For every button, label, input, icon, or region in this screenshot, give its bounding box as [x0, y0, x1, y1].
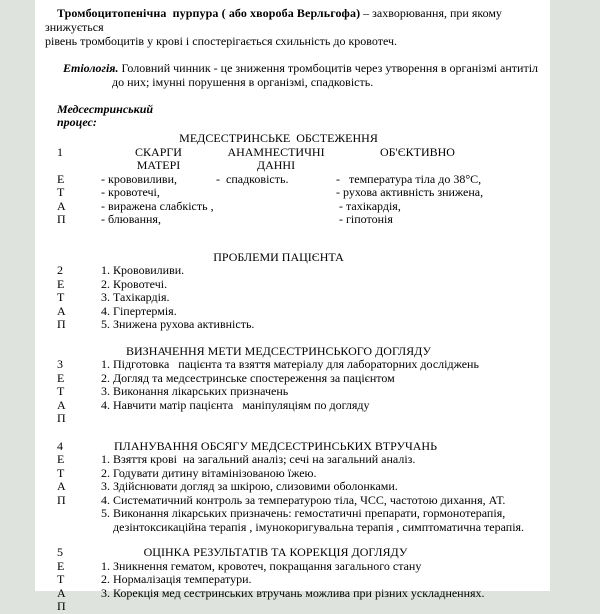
table-row — [45, 186, 540, 200]
table-row — [45, 507, 540, 521]
table-row — [45, 358, 540, 372]
section-number: 1 — [57, 144, 63, 159]
table-row — [45, 600, 540, 614]
etap-letter: Е — [57, 370, 65, 385]
disease-title-paragraph — [45, 6, 540, 48]
list-item: 3. Здійснювати догляд за шкірою, слизовими оболонками. — [101, 479, 398, 493]
etap-letter: А — [57, 198, 66, 213]
etap-letter: Т — [57, 290, 65, 304]
anamnestic-item: - спадковість. — [216, 171, 289, 186]
etap-letter: А — [57, 585, 66, 600]
etap-letter: Е — [57, 558, 65, 573]
list-item: 4. Гіпертермія. — [101, 303, 177, 318]
etiology-text-line1: Головний чинник - це зниження тромбоцитів через утворення в організмі антитіл — [118, 61, 539, 75]
table-row — [45, 264, 540, 278]
etap-letter: П — [57, 492, 66, 507]
etap-letter: Т — [57, 465, 65, 480]
section-5-heading: ОЦІНКА РЕЗУЛЬТАТІВ ТА КОРЕКЦІЯ ДОГЛЯДУ — [143, 545, 408, 559]
etap-letter: Е — [57, 171, 65, 186]
table-row — [45, 480, 540, 494]
section-5-heading-row — [45, 546, 540, 560]
list-item: 2. Годувати дитину вітамінізованою їжею. — [101, 465, 317, 480]
etap-letter: П — [57, 317, 66, 331]
list-item: 3. Тахікардія. — [101, 290, 170, 304]
etap-letter: П — [57, 212, 66, 226]
etap-letter — [45, 521, 101, 535]
list-item: 3. Корекція мед сестринських втручань можлива при різних ускладненнях. — [101, 585, 485, 600]
section-3-heading: ВИЗНАЧЕННЯ МЕТИ МЕДСЕСТРИНСЬКОГО ДОГЛЯДУ — [126, 343, 431, 358]
etap-letter: Е — [57, 452, 65, 466]
table-row — [45, 494, 540, 508]
etap-letter: П — [57, 411, 66, 425]
column-header-complaints: СКАРГИ МАТЕРІ — [135, 144, 182, 172]
disease-definition-line2: рівень тромбоцитів у крові і спостерігається схильність до кровотеч. — [45, 34, 398, 48]
section-2-heading: ПРОБЛЕМИ ПАЦІЄНТА — [213, 249, 344, 264]
etap-letter: А — [57, 303, 66, 318]
list-item-continuation: дезінтоксикаційна терапія , імунокоригувальна терапія , симптоматична терапія. — [113, 519, 525, 534]
table-row — [45, 399, 540, 413]
section-4-heading: ПЛАНУВАННЯ ОБСЯГУ МЕДСЕСТРИНСЬКИХ ВТРУЧАНЬ — [114, 438, 437, 453]
table-header-row — [45, 146, 540, 173]
table-row — [45, 318, 540, 332]
nursing-process-label: Медсестринський процес: — [57, 102, 154, 129]
table-row — [45, 467, 540, 481]
list-item: 3. Виконання лікарських призначень — [101, 384, 289, 398]
table-row — [45, 521, 540, 535]
list-item: 1. Зникнення гематом, кровотеч, покращання загального стану — [101, 558, 422, 573]
etap-letter: Е — [57, 276, 65, 291]
section-number: 4 — [57, 438, 63, 453]
disease-definition: – захворювання, при якому знижується — [45, 6, 505, 34]
section-number: 5 — [57, 545, 63, 559]
list-item: 2. Кровотечі. — [101, 276, 168, 291]
etap-letter: Т — [57, 384, 65, 398]
table-row — [45, 213, 540, 227]
etiology-paragraph — [45, 61, 540, 89]
etiology-label: Етіологія. — [63, 61, 119, 75]
list-item — [101, 600, 540, 614]
etap-letter: Т — [57, 185, 65, 199]
anamnestic-item — [216, 213, 336, 227]
objective-item: - температура тіла до 38°С, — [336, 171, 482, 186]
complaint-item: - виражена слабкість , — [101, 198, 214, 213]
disease-title: Тромбоцитопенічна пурпура ( або хвороба Верльгофа) — [57, 6, 361, 20]
list-item: 1. Крововиливи. — [101, 263, 185, 277]
objective-item: - тахікардія, — [336, 198, 401, 213]
column-header-objective: ОБ'ЄКТИВНО — [380, 144, 455, 159]
list-item — [101, 412, 540, 426]
section-number: 2 — [57, 263, 63, 277]
table-row — [45, 385, 540, 399]
list-item: 1. Взяття крові на загальний аналіз; сечі на загальний аналіз. — [101, 452, 416, 466]
section-1-heading: МЕДСЕСТРИНСЬКЕ ОБСТЕЖЕННЯ — [179, 131, 378, 145]
list-item: 5. Знижена рухова активність. — [101, 317, 255, 331]
column-header-anamnestic: АНАМНЕСТИЧНІ ДАННІ — [227, 144, 325, 172]
etiology-text-line2: до них; імунні порушення в організмі, спадковість. — [112, 75, 374, 89]
document-page — [35, 0, 550, 613]
section-4-heading-row — [45, 440, 540, 454]
list-item: 2. Догляд та медсестринське спостереження за пацієнтом — [101, 370, 395, 385]
table-row — [45, 453, 540, 467]
table-row — [45, 560, 540, 574]
table-row — [45, 200, 540, 214]
objective-item: - рухова активність знижена, — [336, 185, 484, 199]
complaint-item: - блювання, — [101, 212, 161, 226]
etap-letter: А — [57, 479, 66, 493]
list-item: 5. Виконання лікарських призначень: гемостатичні препарати, гормонотерапія, — [101, 506, 506, 520]
anamnestic-item — [216, 186, 336, 200]
etap-letter: П — [57, 599, 66, 613]
list-item: 1. Підготовка пацієнта та взяття матеріалу для лабораторних досліджень — [101, 357, 479, 371]
table-row — [45, 573, 540, 587]
list-item: 4. Систематичний контроль за температурою тіла, ЧСС, частотою дихання, АТ. — [101, 492, 506, 507]
section-number: 3 — [57, 357, 63, 371]
table-row — [45, 278, 540, 292]
etap-letter: Т — [57, 572, 65, 586]
table-row — [45, 291, 540, 305]
table-row — [45, 412, 540, 426]
table-row — [45, 372, 540, 386]
complaint-item: - крововиливи, — [101, 171, 177, 186]
list-item: 4. Навчити матір пацієнта маніпуляціям по догляду — [101, 397, 370, 412]
etap-letter — [45, 507, 101, 521]
anamnestic-item — [216, 200, 336, 214]
complaint-item: - кровотечі, — [101, 185, 160, 199]
table-row — [45, 305, 540, 319]
objective-item: - гіпотонія — [336, 212, 393, 226]
table-row — [45, 173, 540, 187]
etap-letter: А — [57, 397, 66, 412]
list-item: 2. Нормалізація температури. — [101, 572, 252, 586]
